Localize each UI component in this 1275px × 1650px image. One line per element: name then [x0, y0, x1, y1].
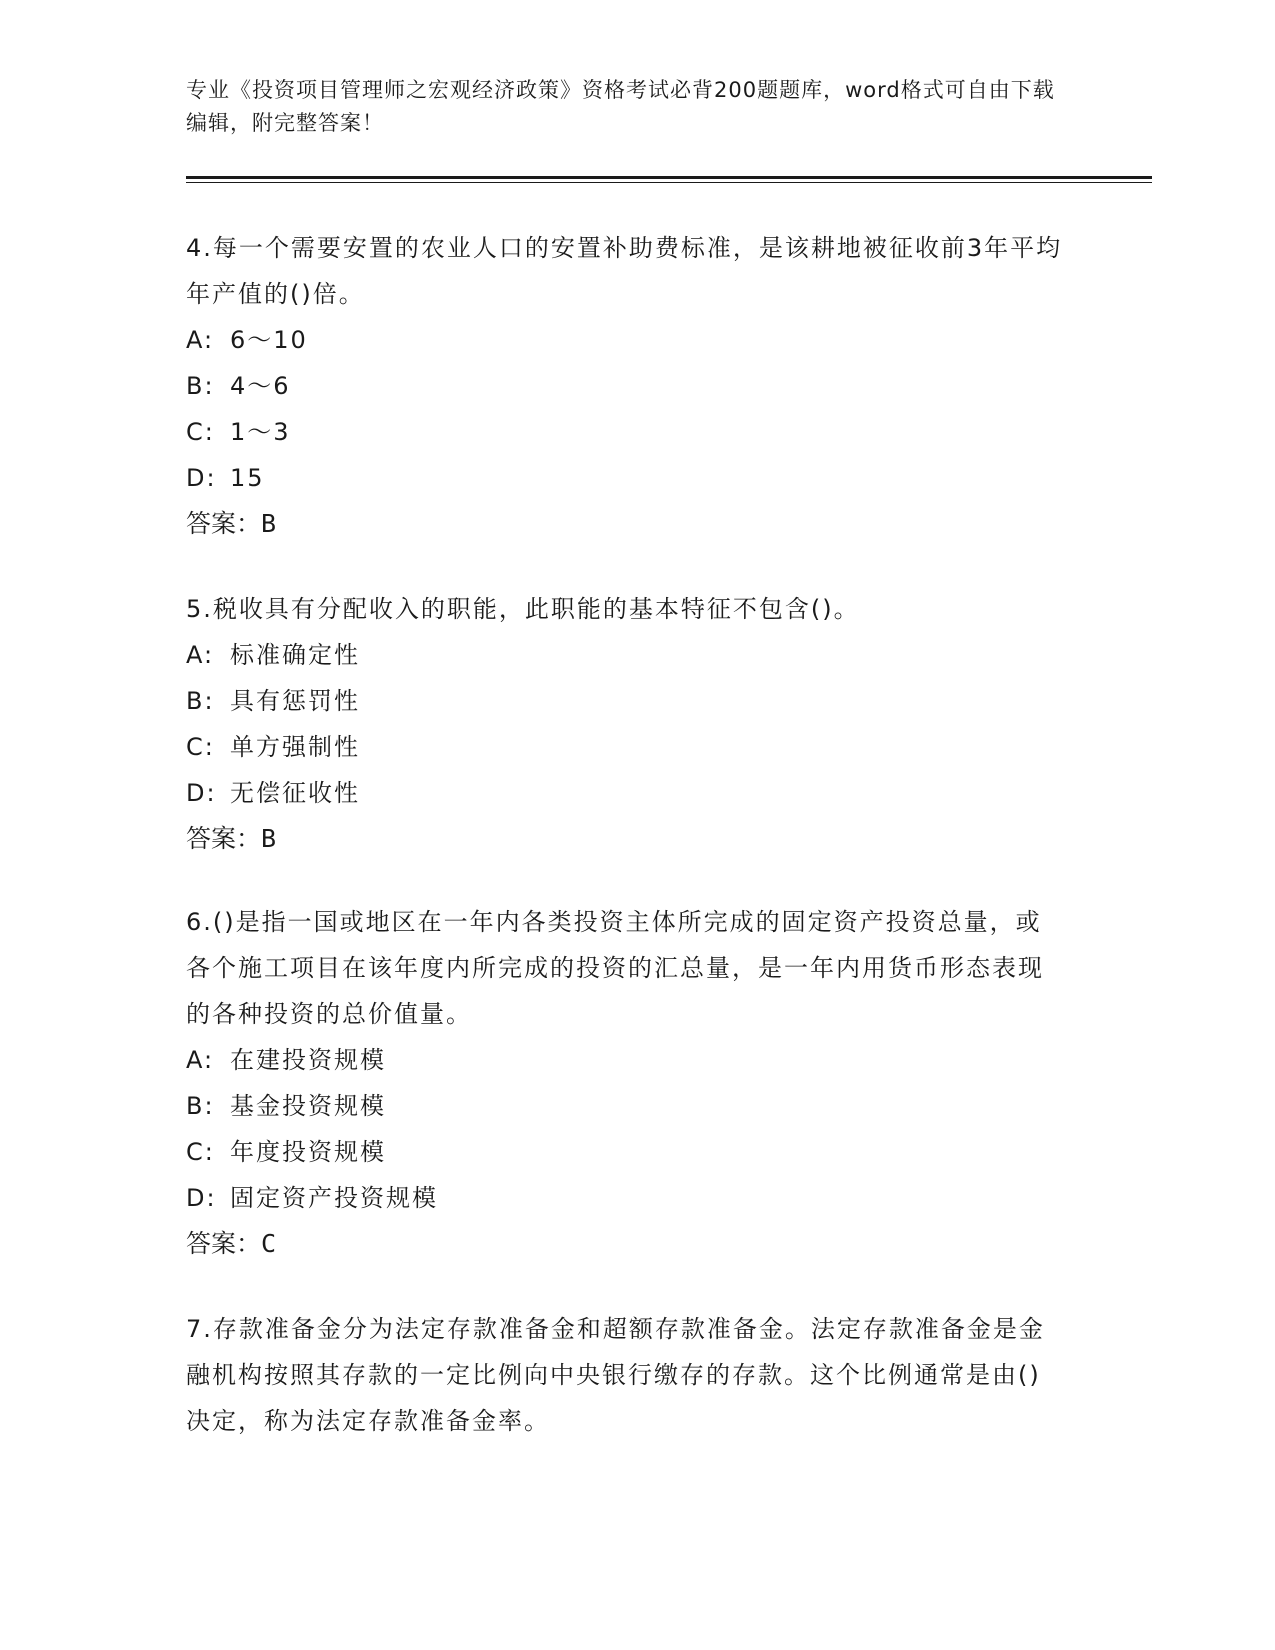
question-stem: 4.每一个需要安置的农业人口的安置补助费标准，是该耕地被征收前3年平均年产值的()倍。: [186, 234, 1063, 308]
option-a: [186, 632, 1066, 678]
option-letter: A:: [186, 641, 215, 669]
header-divider-thick: [186, 176, 1152, 179]
option-letter: B:: [186, 1092, 215, 1120]
option-text: 单方强制性: [230, 733, 360, 761]
option-b: [186, 678, 1066, 724]
option-text: 固定资产投资规模: [230, 1184, 438, 1212]
option-text: 标准确定性: [230, 641, 360, 669]
option-a: [186, 1037, 1066, 1083]
option-letter: A:: [186, 1046, 215, 1074]
question-7: [186, 1306, 1066, 1444]
option-letter: C:: [186, 1138, 215, 1166]
option-text: 4～6: [230, 372, 291, 400]
option-letter: D:: [186, 1184, 217, 1212]
option-text: 6～10: [230, 326, 308, 354]
option-text: 1～3: [230, 418, 291, 446]
option-d: [186, 455, 1066, 501]
option-letter: C:: [186, 418, 215, 446]
answer-line: 答案：B: [186, 509, 277, 538]
option-text: 在建投资规模: [230, 1046, 386, 1074]
question-6: [186, 899, 1066, 1267]
option-text: 年度投资规模: [230, 1138, 386, 1166]
option-c: [186, 1129, 1066, 1175]
option-letter: B:: [186, 372, 215, 400]
option-letter: D:: [186, 779, 217, 807]
option-text: 基金投资规模: [230, 1092, 386, 1120]
option-a: [186, 317, 1066, 363]
question-stem: 7.存款准备金分为法定存款准备金和超额存款准备金。法定存款准备金是金融机构按照其存款的一定比例向中央银行缴存的存款。这个比例通常是由()决定，称为法定存款准备金率。: [186, 1315, 1045, 1435]
question-4: [186, 225, 1066, 547]
option-text: 15: [230, 464, 265, 492]
document-header: 专业《投资项目管理师之宏观经济政策》资格考试必背200题题库，word格式可自由下载编辑，附完整答案！: [186, 78, 1055, 135]
question-stem: 5.税收具有分配收入的职能，此职能的基本特征不包含()。: [186, 595, 860, 623]
answer-line: 答案：C: [186, 1229, 277, 1258]
question-5: [186, 586, 1066, 862]
option-c: [186, 724, 1066, 770]
option-letter: A:: [186, 326, 215, 354]
question-stem: 6.()是指一国或地区在一年内各类投资主体所完成的固定资产投资总量，或各个施工项目在该年度内所完成的投资的汇总量，是一年内用货币形态表现的各种投资的总价值量。: [186, 908, 1044, 1028]
option-d: [186, 1175, 1066, 1221]
header-divider-thin: [186, 182, 1152, 183]
option-letter: D:: [186, 464, 217, 492]
option-c: [186, 409, 1066, 455]
option-b: [186, 363, 1066, 409]
option-letter: B:: [186, 687, 215, 715]
option-b: [186, 1083, 1066, 1129]
option-letter: C:: [186, 733, 215, 761]
option-text: 无偿征收性: [230, 779, 360, 807]
option-d: [186, 770, 1066, 816]
option-text: 具有惩罚性: [230, 687, 360, 715]
answer-line: 答案：B: [186, 824, 277, 853]
